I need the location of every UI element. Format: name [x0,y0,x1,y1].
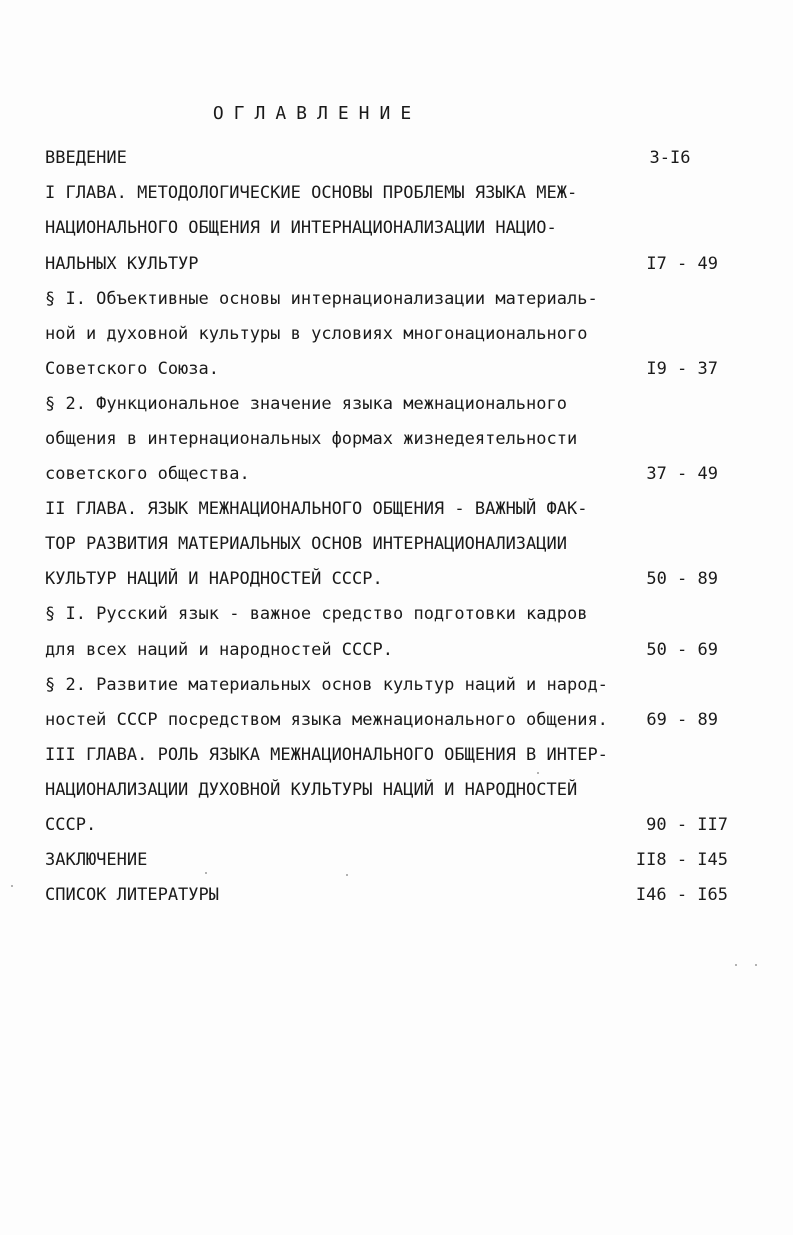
toc-page-range: 3-I6 [649,148,691,168]
toc-page-range: I46 - I65 [635,885,728,905]
toc-line: ностей СССР посредством языка межнационального общения. [45,710,608,730]
scan-speck [346,874,348,876]
toc-line: для всех наций и народностей СССР. [45,640,393,660]
toc-line: § I. Объективные основы интернационализации материаль- [45,289,598,309]
scan-speck [205,872,207,874]
toc-line: § 2. Функциональное значение языка межнационального [45,394,567,414]
toc-line: ной и духовной культуры в условиях многонационального [45,324,588,344]
toc-line: III ГЛАВА. РОЛЬ ЯЗЫКА МЕЖНАЦИОНАЛЬНОГО ОБЩЕНИЯ В ИНТЕР- [45,745,608,765]
toc-page-range: 50 - 89 [646,569,718,589]
toc-page-range: I9 - 37 [646,359,718,379]
toc-page-range: 37 - 49 [646,464,718,484]
page-title: ОГЛАВЛЕНИЕ [212,103,422,124]
toc-line: НАЦИОНАЛИЗАЦИИ ДУХОВНОЙ КУЛЬТУРЫ НАЦИЙ И НАРОДНОСТЕЙ [45,780,578,800]
toc-line: II ГЛАВА. ЯЗЫК МЕЖНАЦИОНАЛЬНОГО ОБЩЕНИЯ - ВАЖНЫЙ ФАК- [45,499,588,519]
toc-line: ТОР РАЗВИТИЯ МАТЕРИАЛЬНЫХ ОСНОВ ИНТЕРНАЦИОНАЛИЗАЦИИ [45,534,567,554]
toc-line: СПИСОК ЛИТЕРАТУРЫ [45,885,219,905]
toc-page-range: I7 - 49 [646,254,718,274]
toc-line: советского общества. [45,464,250,484]
toc-line: Советского Союза. [45,359,219,379]
toc-page-range: 90 - II7 [646,815,728,835]
toc-line: ВВЕДЕНИЕ [45,148,127,168]
toc-line: СССР. [45,815,97,835]
toc-page-range: 50 - 69 [646,640,718,660]
toc-line: НАЛЬНЫХ КУЛЬТУР [45,254,199,274]
toc-line: § 2. Развитие материальных основ культур наций и народ- [45,675,608,695]
scan-speck [537,772,539,774]
scan-speck [11,885,13,887]
toc-line: КУЛЬТУР НАЦИЙ И НАРОДНОСТЕЙ СССР. [45,569,383,589]
toc-line: общения в интернациональных формах жизнедеятельности [45,429,578,449]
toc-line: ЗАКЛЮЧЕНИЕ [45,850,148,870]
toc-line: НАЦИОНАЛЬНОГО ОБЩЕНИЯ И ИНТЕРНАЦИОНАЛИЗАЦИИ НАЦИО- [45,218,557,238]
scan-speck [755,964,757,966]
scan-speck [735,964,737,966]
toc-line: § I. Русский язык - важное средство подготовки кадров [45,604,588,624]
toc-page-range: 69 - 89 [646,710,718,730]
toc-page-range: II8 - I45 [635,850,728,870]
toc-line: I ГЛАВА. МЕТОДОЛОГИЧЕСКИЕ ОСНОВЫ ПРОБЛЕМЫ ЯЗЫКА МЕЖ- [45,183,578,203]
